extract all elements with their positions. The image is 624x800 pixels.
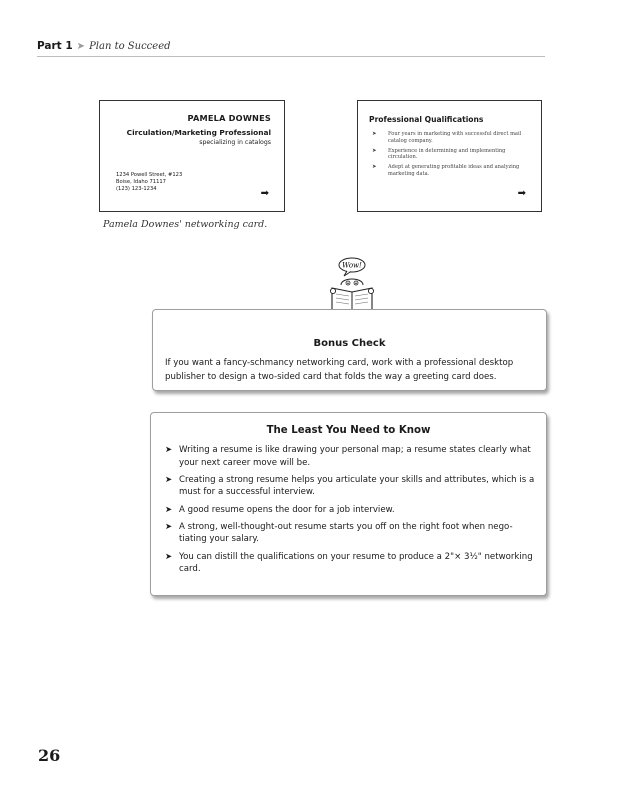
networking-card-back — [357, 100, 542, 212]
qualifications-title: Professional Qualifications — [369, 115, 484, 124]
bullet-arrow-icon: ➤ — [165, 445, 173, 455]
summary-item: ➤ Writing a resume is like drawing your personal map; a resume states clearly what your next career move will be. — [165, 445, 531, 468]
summary-item: ➤ A strong, well-thought-out resume starts you off on the right foot when nego-tiating your salary. — [165, 521, 513, 545]
card-address — [116, 172, 182, 192]
address-line: Boise, Idaho 71117 — [116, 178, 166, 185]
qualification-item: ➤ Experience in determining and implementing circulation. — [372, 147, 506, 160]
arrow-right-icon: ➡ — [517, 188, 526, 199]
bullet-arrow-icon: ➤ — [165, 521, 173, 532]
bonus-check-sidebar — [152, 309, 547, 391]
bullet-arrow-icon: ➤ — [372, 147, 377, 154]
chapter-title: Plan to Succeed — [89, 41, 171, 52]
summary-item: ➤ Creating a strong resume helps you articulate your skills and attributes, which is a must for a successful interview. — [165, 474, 535, 498]
card-name: PAMELA DOWNES — [187, 113, 271, 123]
bullet-arrow-icon: ➤ — [372, 131, 377, 137]
part-label: Part 1 — [37, 40, 73, 52]
bullet-arrow-icon: ➤ — [372, 164, 377, 170]
bonus-check-title: Bonus Check — [313, 338, 386, 349]
qualification-item: ➤ Adept at generating profitable ideas and analyzing marketing data. — [372, 164, 520, 177]
card-specialty: specializing in catalogs — [199, 139, 271, 146]
summary-list — [165, 444, 536, 580]
address-line: (123) 123-1234 — [116, 185, 157, 192]
address-line: 1234 Powell Street, #123 — [116, 172, 183, 178]
running-header — [37, 40, 545, 57]
bullet-arrow-icon: ➤ — [165, 474, 173, 485]
card-role: Circulation/Marketing Professional — [126, 128, 271, 137]
least-you-need-box — [150, 412, 547, 596]
arrow-right-icon: ➡ — [260, 188, 269, 199]
reading-mascot-icon — [327, 254, 377, 316]
least-you-need-title: The Least You Need to Know — [266, 425, 431, 436]
summary-item: ➤ A good resume opens the door for a job interview. — [165, 504, 395, 515]
page-number: 26 — [38, 746, 61, 765]
networking-card-front — [99, 100, 285, 212]
bullet-arrow-icon: ➤ — [165, 551, 173, 562]
header-arrow-icon: ➤ — [76, 41, 86, 52]
bullet-arrow-icon: ➤ — [165, 504, 173, 515]
qualification-item: ➤ Four years in marketing with successful direct mail catalog company. — [372, 131, 522, 144]
summary-item: ➤ You can distill the qualifications on your resume to produce a 2"× 3½" networking card. — [165, 551, 533, 575]
figure-caption: Pamela Downes' networking card. — [103, 219, 268, 230]
speech-bubble-text: Wow! — [342, 261, 362, 270]
qualifications-list — [372, 131, 532, 181]
bonus-check-text: If you want a fancy-schmancy networking card, work with a professional desktop publisher to design a two-sided card that folds the way a greeting card does. — [165, 358, 514, 382]
